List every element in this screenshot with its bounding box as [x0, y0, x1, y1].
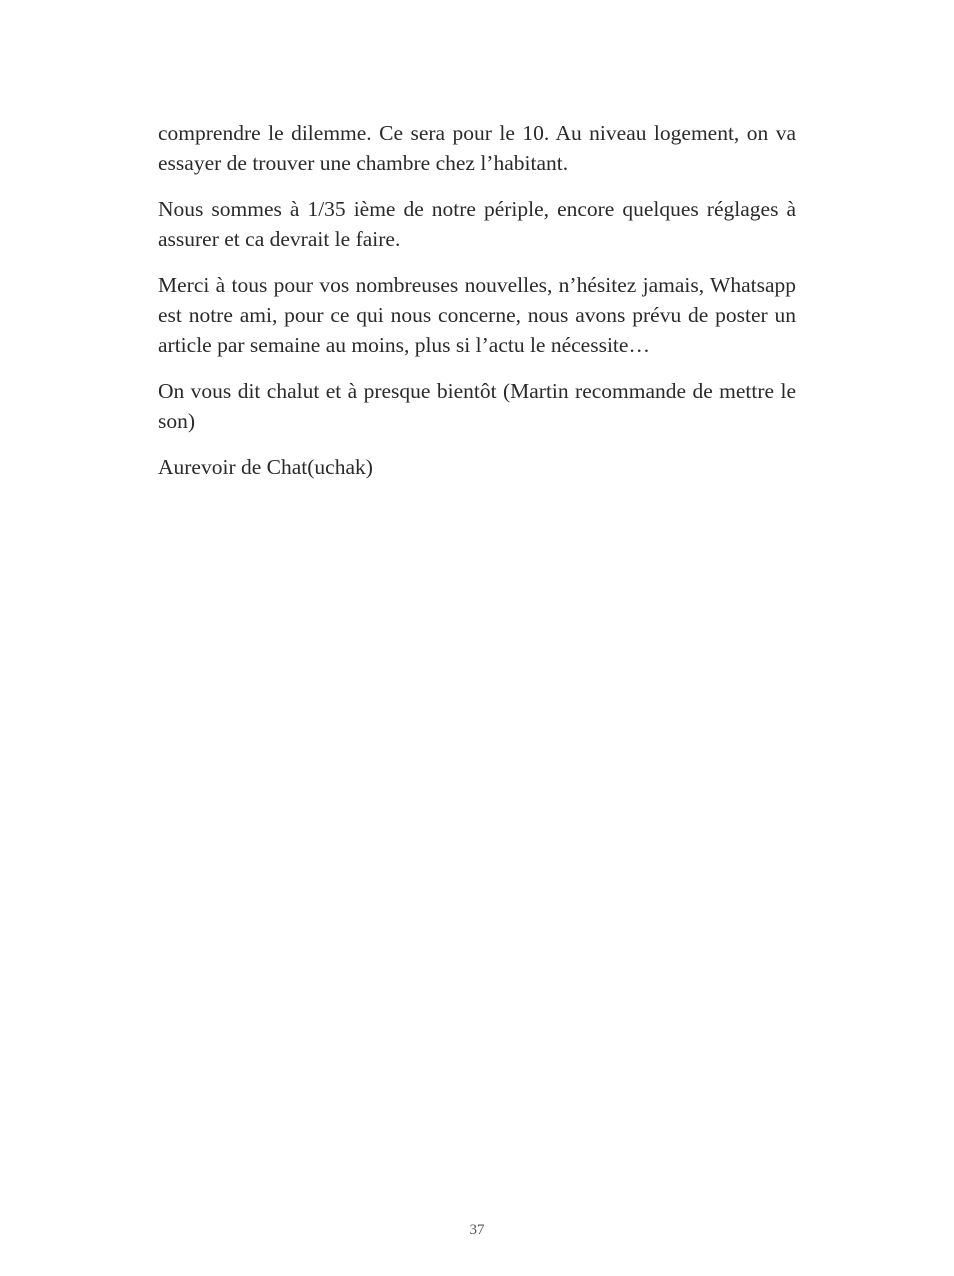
paragraph: Aurevoir de Chat(uchak): [158, 455, 373, 479]
paragraph: comprendre le dilemme. Ce sera pour le 10. Au niveau logement, on va essayer de trouver une chambre chez l’habitant.: [158, 121, 796, 175]
page-number: 37: [469, 1222, 485, 1238]
paragraph: Nous sommes à 1/35 ième de notre périple, encore quelques réglages à assurer et ca devrait le faire.: [158, 197, 796, 251]
paragraph: Merci à tous pour vos nombreuses nouvelles, n’hésitez jamais, Whatsapp est notre ami, pour ce qui nous concerne, nous avons prévu de poster un article par semaine au moins, plus si l’actu le nécessite…: [158, 273, 796, 357]
document-body: [158, 118, 796, 498]
paragraph: On vous dit chalut et à presque bientôt (Martin recommande de mettre le son): [158, 379, 796, 433]
